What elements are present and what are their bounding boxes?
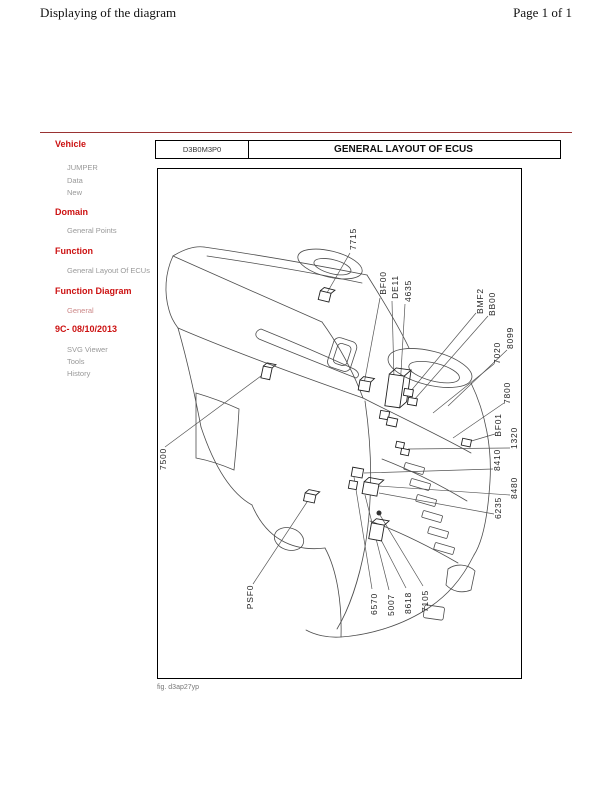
sidebar-item-tools[interactable]: Tools xyxy=(67,357,85,366)
callout-label-8099: 8099 xyxy=(505,326,515,350)
diagram-frame xyxy=(157,168,522,679)
truck-line-art xyxy=(158,169,521,678)
sidebar-item-history[interactable]: History xyxy=(67,369,91,378)
sidebar-item-svg-viewer[interactable]: SVG Viewer xyxy=(67,345,108,354)
callout-label-5007: 5007 xyxy=(386,593,396,617)
callout-label-psf0: PSF0 xyxy=(245,584,255,610)
sidebar-item-general[interactable]: General xyxy=(67,306,94,315)
callout-label-4635: 4635 xyxy=(403,279,413,303)
sidebar-item-new[interactable]: New xyxy=(67,188,83,197)
sidebar-heading-domain: Domain xyxy=(55,207,89,217)
figure-caption: fig. d3ap27yp xyxy=(157,684,200,691)
callout-label-bf01: BF01 xyxy=(493,413,503,437)
callout-label-7800: 7800 xyxy=(502,381,512,405)
print-header-title: Displaying of the diagram xyxy=(40,5,177,20)
sidebar-heading-vehicle: Vehicle xyxy=(55,139,87,149)
truck-body xyxy=(166,243,490,637)
callout-label-6235: 6235 xyxy=(493,496,503,520)
sidebar-heading-date: 9C- 08/10/2013 xyxy=(55,324,118,334)
callout-leader-lines xyxy=(165,253,510,590)
callout-label-de11: DE11 xyxy=(390,275,400,299)
callout-label-bf00: BF00 xyxy=(378,271,388,295)
sidebar-item-jumper[interactable]: JUMPER xyxy=(67,163,98,172)
callout-label-bmf2: BMF2 xyxy=(475,288,485,314)
diagram-code-box xyxy=(155,140,249,159)
print-header-page-number: Page 1 of 1 xyxy=(513,5,572,20)
sidebar-heading-function-diagram: Function Diagram xyxy=(55,286,132,296)
callout-label-7715: 7715 xyxy=(348,227,358,251)
callout-label-1320: 1320 xyxy=(509,426,519,450)
header-divider-rule xyxy=(40,132,572,133)
sidebar-heading-function: Function xyxy=(55,246,93,256)
diagram-title-box xyxy=(247,140,561,159)
diagram-code: D3B0M3P0 xyxy=(182,145,222,154)
callout-label-7500: 7500 xyxy=(158,447,168,471)
callout-label-7105: 7105 xyxy=(420,589,430,613)
diagram-title: GENERAL LAYOUT OF ECUS xyxy=(334,144,473,155)
sidebar-item-general-points[interactable]: General Points xyxy=(67,226,117,235)
sidebar-item-data[interactable]: Data xyxy=(67,176,83,185)
callout-label-bb00: BB00 xyxy=(487,292,497,316)
callout-label-7020: 7020 xyxy=(492,341,502,365)
callout-label-8480: 8480 xyxy=(509,476,519,500)
sidebar-item-general-layout-of-ecus[interactable]: General Layout Of ECUs xyxy=(67,266,150,275)
print-header xyxy=(40,5,572,21)
callout-label-6570: 6570 xyxy=(369,592,379,616)
ecu-boxes xyxy=(261,287,472,542)
callout-label-8618: 8618 xyxy=(403,591,413,615)
callout-label-8410: 8410 xyxy=(492,448,502,472)
